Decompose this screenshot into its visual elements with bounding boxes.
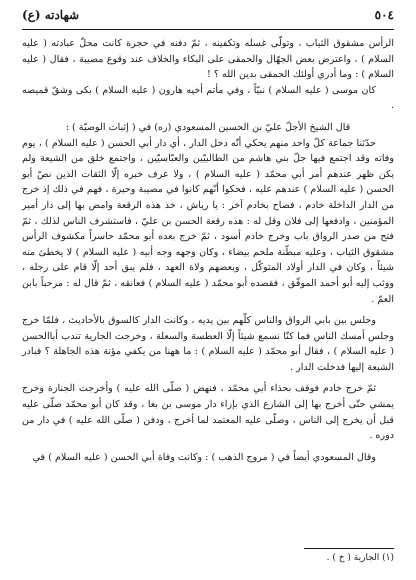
page-body [22, 36, 394, 465]
body-paragraph: الرأس مشقوق الثياب ، وتولّى غسله وتكفينه ، ثمّ دفنه في حجرة كانت محلّ عبادته ( عليه السلام ) ، واعترض بعض الجهّال والحمقى على البكاء والخلاف عند وقوع مصيبة ، فقال ( عليه السلام ) : وما أدري أولئك الحمقى بدين الله ؟ ! [22, 38, 394, 81]
body-paragraph: حدّثنا جماعة كلّ واحد منهم يحكي أنّه دخل الدار ، أي دار أبي الحسن ( عليه السلام ) ، يوم وفاته وقد اجتمع فيها جلّ بني هاشم من الطالبيّين والعبّاسيّين ، واجتمع خلق من الشيعة ولم يكن ظهر عندهم أمر أبي محمّد ( عليه السلام ) ، ولا عرف خبره إلّا الثقات الذين نصّ أبو الحسن ( عليه السلام ) عندهم عليه ، فحكوا أنّهم كانوا في مصيبة وحيرة ، فهم في ذلك إذ خرج من الدار الداخلة خادم ، فصاح بخادم آخر : يا رياش ، خذ هذه الرقعة وامض بها إلى دار أمير المؤمنين ، وادفعها إلى فلان وقل له : هذه رقعة الحسن بن عليّ ، فاستشرف الناس لذلك ، ثمّ فتح من صدر الرواق باب وخرج خادم أسود ، ثمّ خرج بعده أبو محمّد حاسراً مكشوف الرأس مشقوق الثياب ، وعليه مبطّنة ملحم بيضاء ، وكان وجهه وجه أبيه ( عليه السلام ) لا يخطئ منه شيئاً ، وكان في الدار أولاد المتوكّل ، وبعضهم ولاة العهد ، فلم يبق أحد إلّا قام على رجله ، ووثب إليه أبو أحمد الموفّق ، فقصده أبو محمّد ( عليه السلام ) فعانقه ، ثمّ قال له : مرحباً بابن العمّ . [22, 137, 394, 305]
body-paragraph: ثمّ خرج خادم فوقف بحذاء أبي محمّد ، فنهض ( صلّى الله عليه ) وأخرجت الجنازة وخرج يمشي حتّى أخرج بها إلى الشارع الذي بإزاء دار موسى بن بغا ، وقد كان أبو محمّد صلّى عليه قبل أن يخرج إلى الناس ، وصلّى عليه المعتمد لما أخرج ، ودفن ( صلّى الله عليه ) في دار من دوره . [22, 383, 394, 442]
body-paragraph: وقال المسعودي أيضاً في ( مروج الذهب ) : وكانت وفاة أبي الحسن ( عليه السلام ) في [32, 451, 376, 463]
citation-heading: قال الشيخ الأجلّ عليّ بن الحسين المسعودي (ره) في ( إثبات الوصيّة ) : [65, 121, 351, 133]
body-paragraph: وجلس بين بابي الرواق والناس كلّهم بين يديه ، وكانت الدار كالسوق بالأحاديث ، فلمّا خرج وجلس أمسك الناس فما كنّا نسمع شيئاً إلّا العطسة والسعلة ، وخرجت الجارية تندب أباالحسن ( عليه السلام ) ، فقال أبو محمّد ( عليه السلام ) : ما ههنا من يكفي مؤنة هذه الجاهلة ؟ فبادر الشيعة إليها فدخلت الدار . [22, 315, 394, 373]
section-title: شهادته (ع) [22, 8, 80, 22]
footnote: (١) الجارية ( خ ) . [326, 553, 394, 563]
body-paragraph: كان موسى ( عليه السلام ) نبيّاً ، وفي مأتم أخيه هارون ( عليه السلام ) بكى وشقّ قميصه . [22, 84, 394, 112]
page-number: ٥٠٤ [374, 8, 394, 22]
header-rule [22, 29, 394, 30]
footnote-rule [304, 548, 394, 549]
page-header [22, 8, 394, 26]
